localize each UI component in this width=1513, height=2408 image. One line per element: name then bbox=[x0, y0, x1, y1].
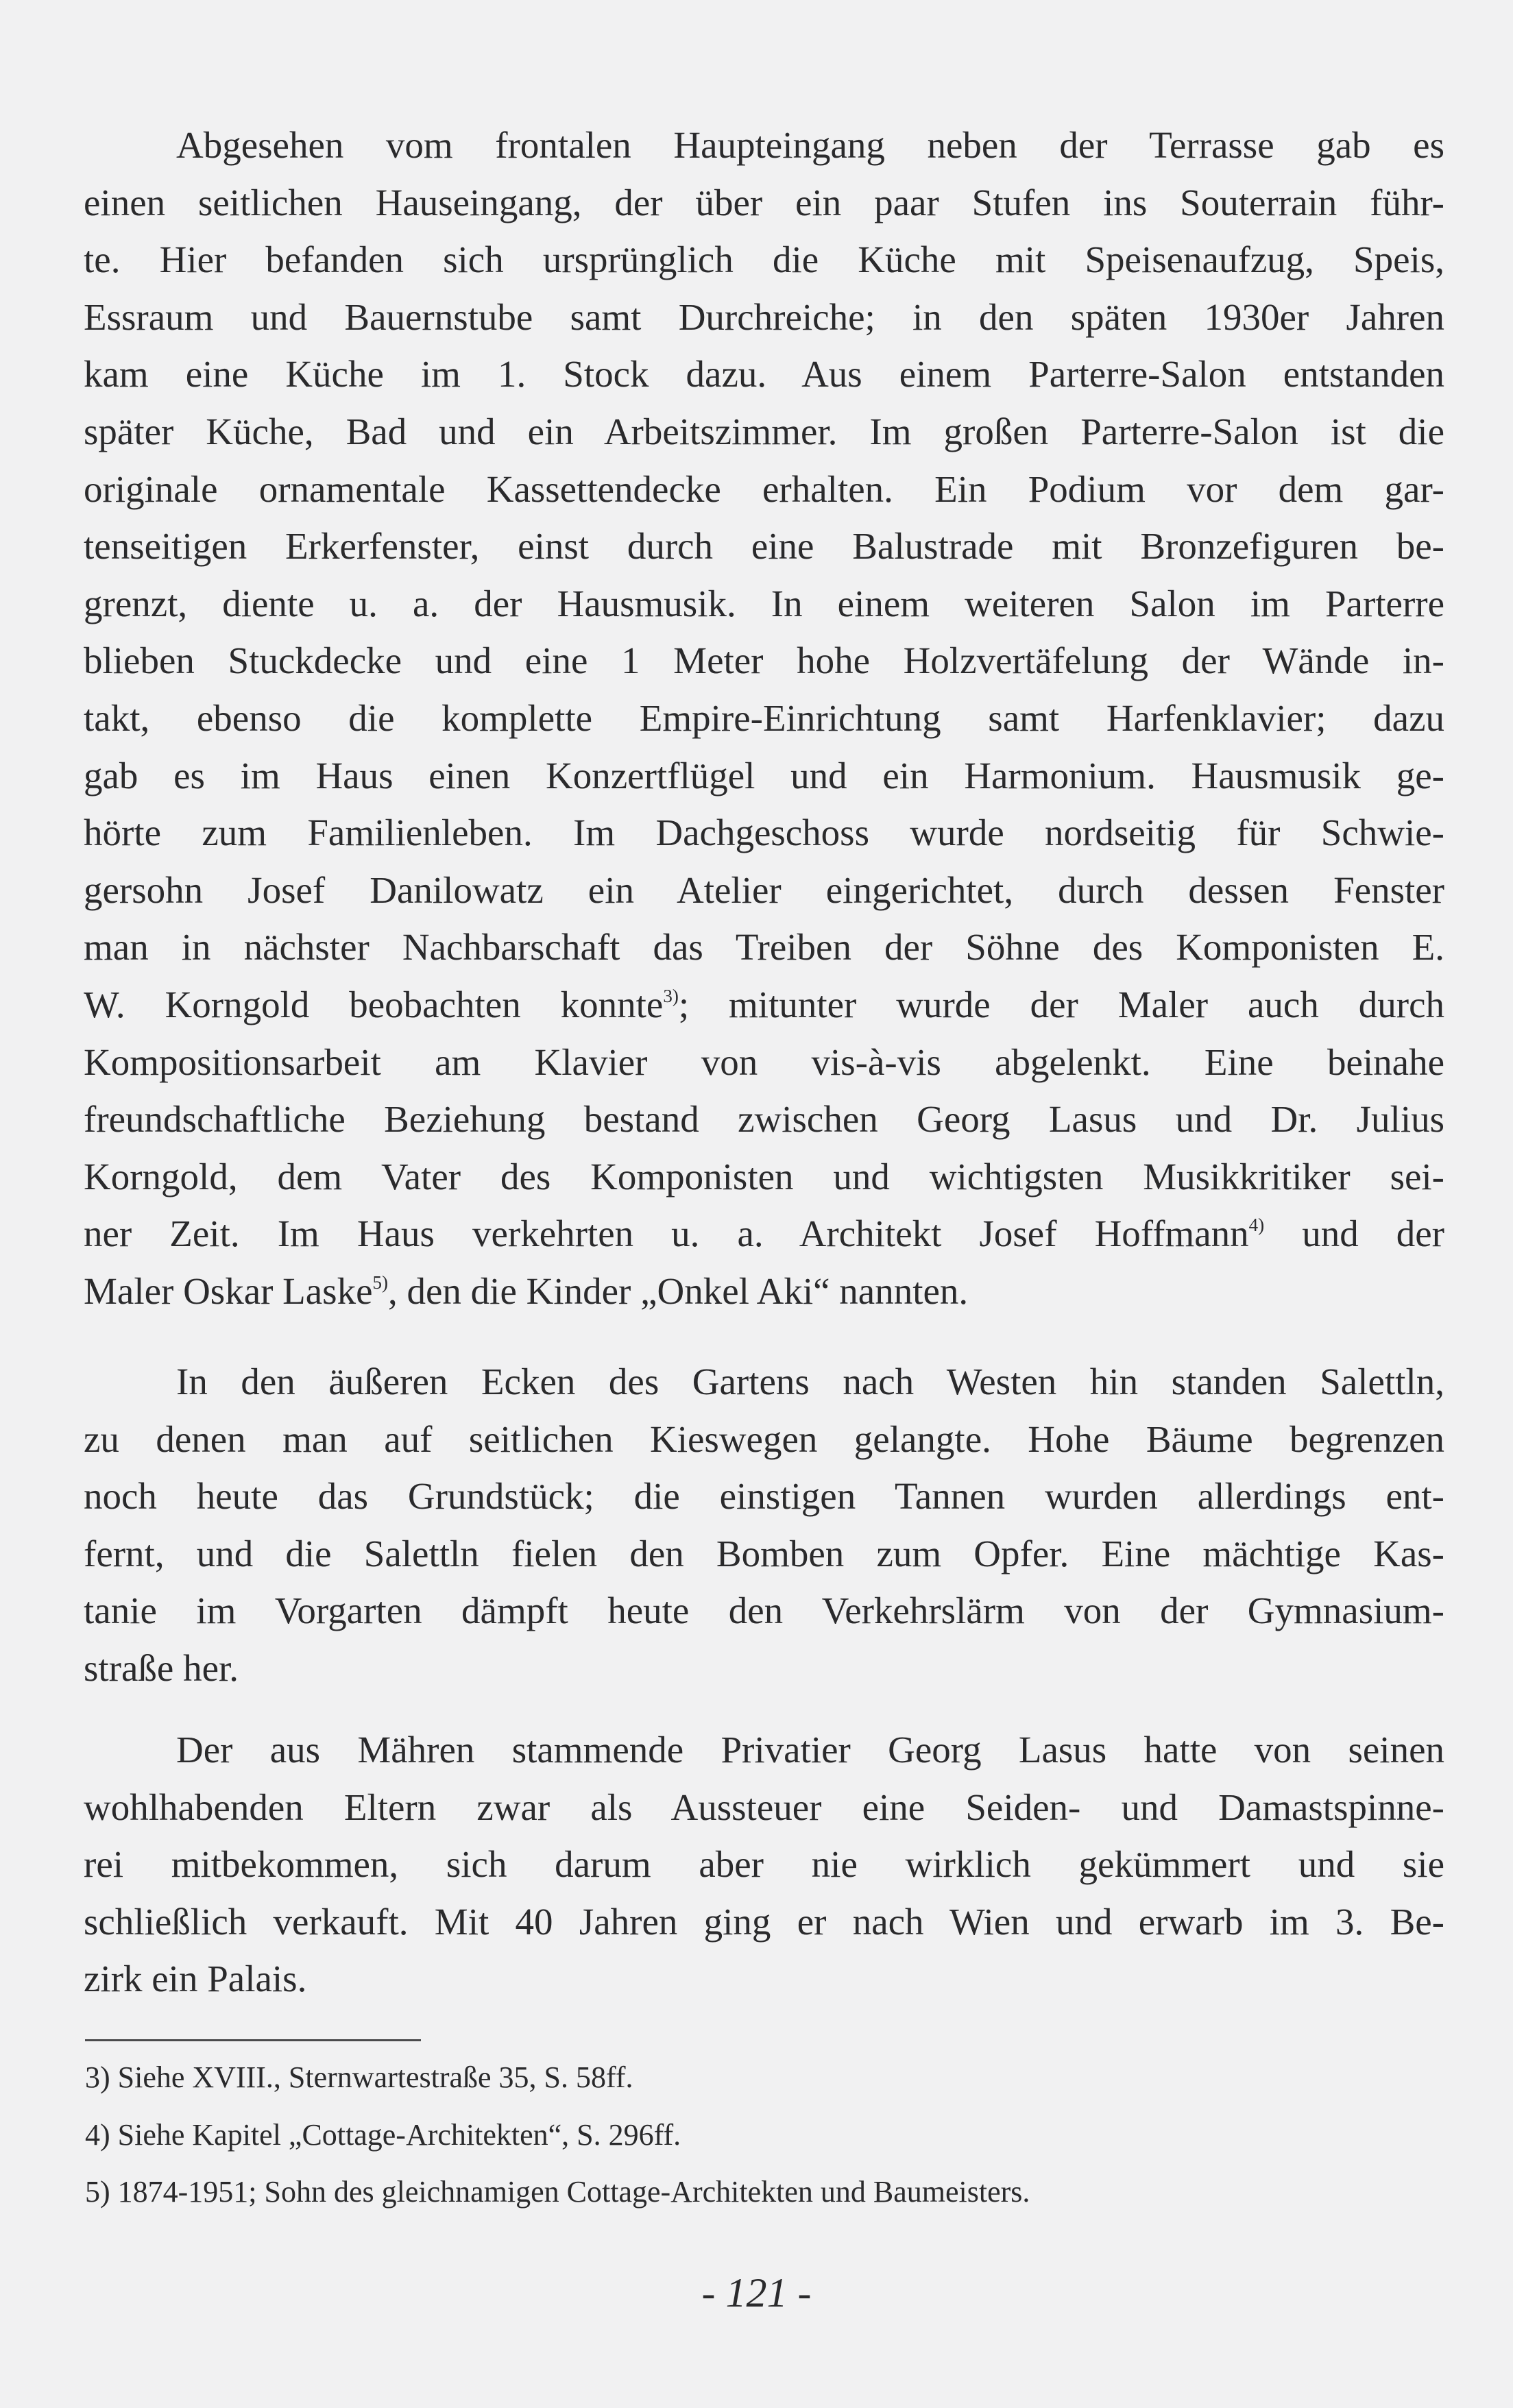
text-line: grenzt, diente u. a. der Hausmusik. In einem weiteren Salon im Parterre bbox=[84, 582, 1444, 624]
text-line: te. Hier befanden sich ursprünglich die Küche mit Speisenaufzug, Speis, bbox=[84, 239, 1444, 281]
text-line: Abgesehen vom frontalen Haupteingang neben der Terrasse gab es bbox=[176, 124, 1444, 166]
text-line: freundschaftliche Beziehung bestand zwischen Georg Lasus und Dr. Julius bbox=[84, 1098, 1444, 1141]
footnote-ref-4[interactable]: 4) bbox=[1248, 1215, 1265, 1236]
text-line: Kompositionsarbeit am Klavier von vis-à-vis abgelenkt. Eine beinahe bbox=[84, 1041, 1444, 1083]
text-line: gersohn Josef Danilowatz ein Atelier eingerichtet, durch dessen Fenster bbox=[84, 868, 1444, 911]
footnote-4: 4) Siehe Kapitel „Cottage-Architekten“, S. 296ff. bbox=[85, 2118, 681, 2152]
text-segment: ner Zeit. Im Haus verkehrten u. a. Architekt Josef Hoffmann bbox=[84, 1213, 1249, 1255]
text-line: schließlich verkauft. Mit 40 Jahren ging er nach Wien und erwarb im 3. Be- bbox=[84, 1900, 1444, 1943]
text-line: tenseitigen Erkerfenster, einst durch eine Balustrade mit Bronzefiguren be- bbox=[84, 525, 1444, 568]
text-segment: W. Korngold beobachten konnte bbox=[84, 983, 664, 1025]
text-line: kam eine Küche im 1. Stock dazu. Aus einem Parterre-Salon entstanden bbox=[84, 353, 1444, 396]
footnote-5: 5) 1874-1951; Sohn des gleichnamigen Cottage-Architekten und Baumeisters. bbox=[85, 2175, 1030, 2209]
paragraph-1 bbox=[84, 117, 1444, 1319]
page-number: - 121 - bbox=[701, 2270, 812, 2315]
text-line: takt, ebenso die komplette Empire-Einrichtung samt Harfenklavier; dazu bbox=[84, 696, 1444, 739]
paragraph-3 bbox=[84, 1721, 1444, 2008]
text-line: blieben Stuckdecke und eine 1 Meter hohe Holzvertäfelung der Wände in- bbox=[84, 640, 1444, 682]
text-line-with-footnote-ref bbox=[84, 976, 1444, 1034]
footnote-ref-3[interactable]: 3) bbox=[663, 985, 679, 1006]
text-line: rei mitbekommen, sich darum aber nie wirklich gekümmert und sie bbox=[84, 1843, 1444, 1886]
text-line: zu denen man auf seitlichen Kieswegen gelangte. Hohe Bäume begrenzen bbox=[84, 1418, 1444, 1460]
text-line: zirk ein Palais. bbox=[84, 1958, 307, 2000]
text-line: tanie im Vorgarten dämpft heute den Verkehrslärm von der Gymnasium- bbox=[84, 1590, 1444, 1632]
text-line: straße her. bbox=[84, 1646, 239, 1689]
text-line-with-footnote-ref bbox=[84, 1205, 1444, 1263]
text-line: einen seitlichen Hauseingang, der über ein paar Stufen ins Souterrain führ- bbox=[84, 181, 1444, 223]
text-line-with-footnote-ref bbox=[84, 1263, 1444, 1320]
text-line: Essraum und Bauernstube samt Durchreiche; in den späten 1930er Jahren bbox=[84, 295, 1444, 338]
text-segment: und der bbox=[1264, 1213, 1444, 1255]
text-line: wohlhabenden Eltern zwar als Aussteuer eine Seiden- und Damastspinne- bbox=[84, 1786, 1444, 1828]
text-segment: Maler Oskar Laske bbox=[84, 1269, 373, 1312]
text-line: gab es im Haus einen Konzertflügel und ein Harmonium. Hausmusik ge- bbox=[84, 754, 1444, 796]
text-line: fernt, und die Salettln fielen den Bomben zum Opfer. Eine mächtige Kas- bbox=[84, 1532, 1444, 1574]
text-line: später Küche, Bad und ein Arbeitszimmer. Im großen Parterre-Salon ist die bbox=[84, 410, 1444, 452]
paragraph-2 bbox=[84, 1353, 1444, 1697]
footnote-3: 3) Siehe XVIII., Sternwartestraße 35, S. 58ff. bbox=[85, 2060, 633, 2094]
text-line: Der aus Mähren stammende Privatier Georg Lasus hatte von seinen bbox=[176, 1729, 1444, 1771]
text-line: In den äußeren Ecken des Gartens nach Westen hin standen Salettln, bbox=[176, 1361, 1444, 1402]
footnote-divider bbox=[85, 2039, 421, 2041]
text-line: originale ornamentale Kassettendecke erhalten. Ein Podium vor dem gar- bbox=[84, 467, 1444, 510]
footnote-ref-5[interactable]: 5) bbox=[372, 1272, 388, 1293]
text-line: man in nächster Nachbarschaft das Treiben der Söhne des Komponisten E. bbox=[84, 926, 1444, 969]
text-segment: ; mitunter wurde der Maler auch durch bbox=[678, 983, 1444, 1025]
text-line: noch heute das Grundstück; die einstigen Tannen wurden allerdings ent- bbox=[84, 1475, 1444, 1518]
text-segment: , den die Kinder „Onkel Aki“ nannten. bbox=[388, 1269, 969, 1312]
text-line: hörte zum Familienleben. Im Dachgeschoss wurde nordseitig für Schwie- bbox=[84, 812, 1444, 854]
text-line: Korngold, dem Vater des Komponisten und wichtigsten Musikkritiker sei- bbox=[84, 1155, 1444, 1197]
